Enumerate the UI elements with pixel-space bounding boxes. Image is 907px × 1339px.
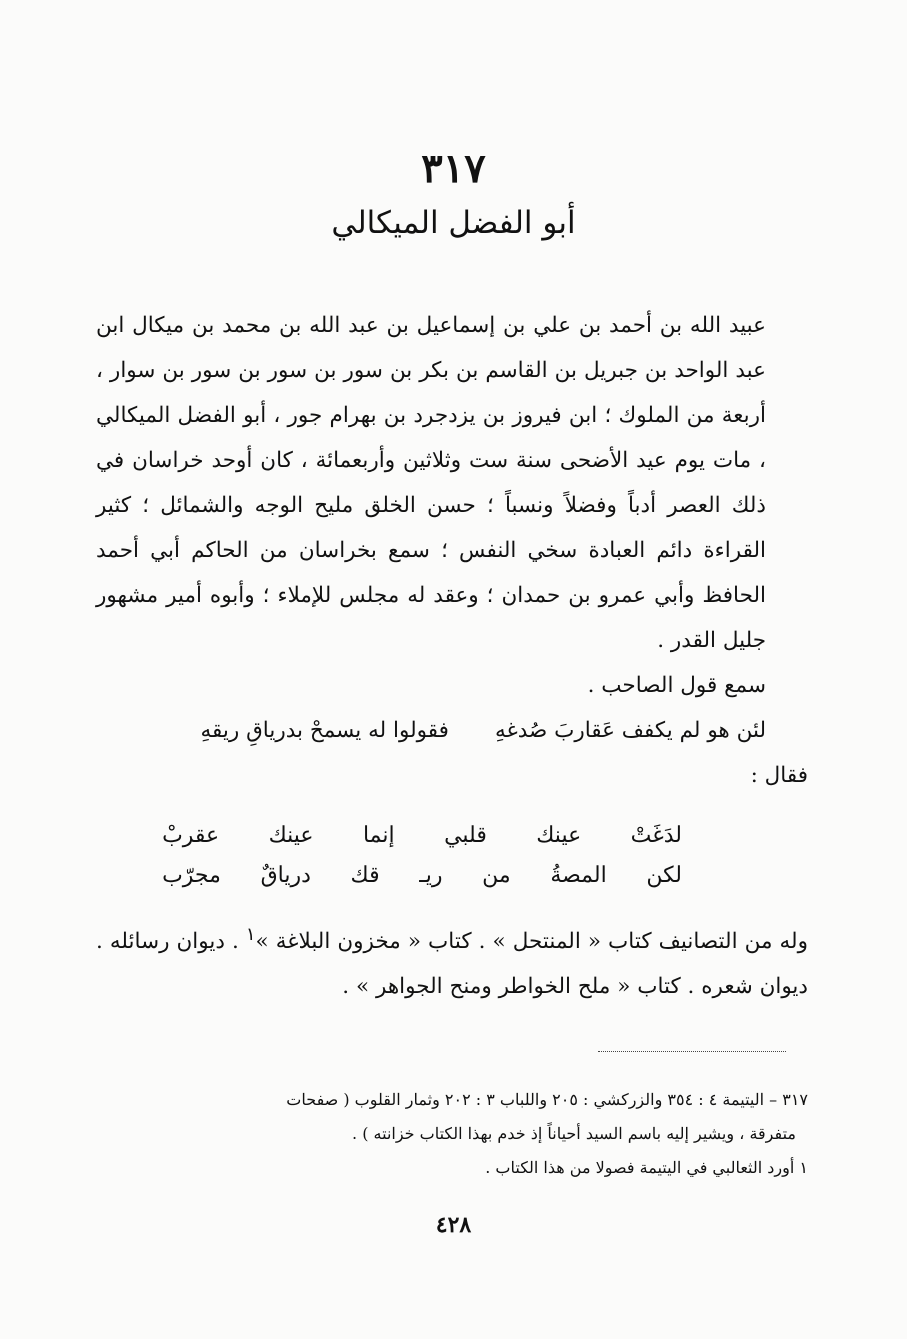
works-text-part2: . ديوان رسائله . ديوان شعره . كتاب « ملح الخواطر ومنح الجواهر » . [96, 929, 808, 1000]
main-text [96, 303, 808, 1009]
footnote-1: ١ أورد الثعالبي في اليتيمة فصولا من هذا الكتاب . [485, 1158, 808, 1177]
poem [96, 816, 808, 896]
poem-word: درياقٌ [260, 863, 311, 888]
footnote-main-line2: متفرقة ، ويشير إليه باسم السيد أحياناً إذ خدم بهذا الكتاب خزانته ) . [352, 1124, 796, 1143]
poem-word: لكن [646, 863, 682, 888]
entry-number: ٣١٧ [421, 145, 486, 192]
poem-word: المصةُ [550, 863, 607, 888]
quoted-couplet [96, 708, 808, 753]
footnote-separator [598, 1051, 786, 1052]
poem-word: ريـ [419, 863, 443, 888]
biography-paragraph: عبيد الله بن أحمد بن علي بن إسماعيل بن عبد الله بن محمد بن ميكال ابن عبد الواحد بن جبريل بن القاسم بن بكر بن سور بن سور بن سور بن سوار ، أربعة من الملوك ؛ ابن فيروز بن يزدجرد بن بهرام جور ، أبو الفضل الميكالي ، مات يوم عيد الأضحى سنة ست وثلاثين وأربعمائة ، كان أوحد خراسان في ذلك العصر أدباً وفضلاً ونسباً ؛ حسن الخلق مليح الوجه والشمائل ؛ كثير القراءة دائم العبادة سخي النفس ؛ سمع بخراسان من الحاكم أبي أحمد الحافظ وأبي عمرو بن حمدان ؛ وعقد له مجلس للإملاء ؛ وأبوه أمير مشهور جليل القدر . [96, 313, 766, 653]
footnote-main-line1: ٣١٧ – اليتيمة ٤ : ٣٥٤ والزركشي : ٢٠٥ واللباب ٣ : ٢٠٢ وثمار القلوب ( صفحات [286, 1090, 808, 1109]
works-paragraph [96, 912, 808, 1009]
poem-word: قك [350, 863, 380, 888]
poem-word: لدَغَتْ [630, 823, 682, 848]
footnote-reference: ١ [245, 924, 256, 945]
poem-line [162, 856, 682, 896]
works-text-part1: وله من التصانيف كتاب « المنتحل » . كتاب « مخزون البلاغة » [255, 929, 808, 955]
poem-word: مجرّب [162, 863, 221, 888]
poem-word: قلبي [444, 823, 487, 848]
poem-word: عينك [268, 823, 314, 848]
poem-word: من [482, 863, 511, 888]
poem-word: عينك [536, 823, 582, 848]
page-number: ٤٢٨ [435, 1212, 472, 1238]
entry-title: أبو الفضل الميكالي [331, 205, 576, 241]
said-line: فقال : [750, 763, 808, 788]
couplet-first-hemistich: لئن هو لم يكفف عَقاربَ صُدغهِ [494, 718, 766, 743]
intro-line: سمع قول الصاحب . [587, 673, 766, 698]
footnotes [96, 1083, 808, 1185]
poem-line [162, 816, 682, 856]
poem-word: إنما [362, 823, 395, 848]
couplet-second-hemistich: فقولوا له يسمحْ بدرياقِ ريقهِ [200, 718, 449, 743]
poem-word: عقربْ [162, 823, 220, 848]
